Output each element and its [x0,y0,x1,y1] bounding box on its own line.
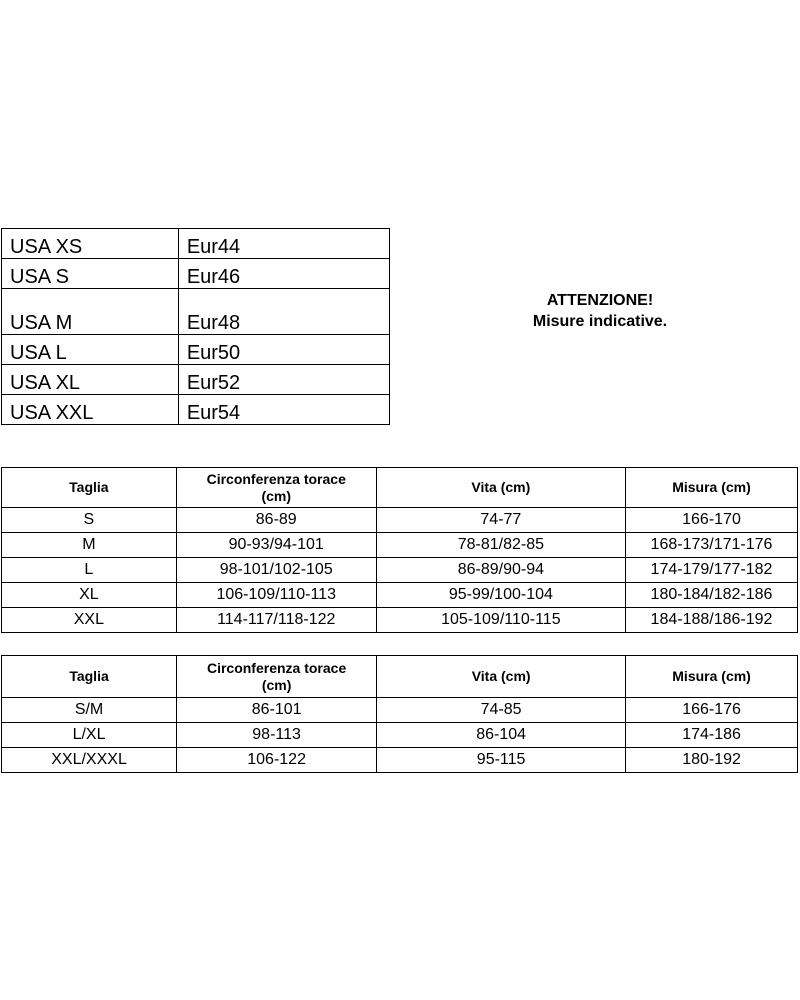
cell-taglia: L/XL [2,723,177,748]
cell-taglia: L [2,558,177,583]
eur-size-cell: Eur52 [178,365,389,395]
cell-torace: 106-109/110-113 [176,583,376,608]
cell-torace: 114-117/118-122 [176,608,376,633]
header-misura: Misura (cm) [626,656,798,698]
usa-size-cell: USA XXL [2,395,179,425]
table-header-row [2,468,798,508]
usa-size-cell: USA M [2,289,179,335]
cell-vita: 95-115 [377,748,626,773]
cell-vita: 95-99/100-104 [376,583,625,608]
table-row [2,558,798,583]
cell-vita: 74-85 [377,698,626,723]
table-row [2,395,390,425]
table-header-row [2,656,798,698]
header-torace-line2: (cm) [261,487,292,504]
table-row [2,229,390,259]
header-vita: Vita (cm) [376,468,625,508]
cell-taglia: S [2,508,177,533]
cell-torace: 98-113 [177,723,377,748]
eur-size-cell: Eur54 [178,395,389,425]
cell-misura: 174-179/177-182 [625,558,797,583]
cell-misura: 184-188/186-192 [625,608,797,633]
table-row [2,259,390,289]
table-row [2,289,390,335]
eur-size-cell: Eur48 [178,289,389,335]
usa-size-cell: USA XL [2,365,179,395]
table-row [2,748,798,773]
cell-torace: 98-101/102-105 [176,558,376,583]
usa-size-cell: USA XS [2,229,179,259]
cell-torace: 86-89 [176,508,376,533]
table-row [2,583,798,608]
size-table-detailed [1,467,798,633]
header-torace-line2: (cm) [261,676,292,693]
cell-torace: 86-101 [177,698,377,723]
usa-eur-conversion-table [1,228,390,425]
header-vita: Vita (cm) [377,656,626,698]
attention-notice [480,290,720,332]
header-torace [176,468,376,508]
cell-misura: 166-170 [625,508,797,533]
header-torace-line1: Circonferenza torace [206,470,346,487]
cell-taglia: XXL [2,608,177,633]
table-row [2,365,390,395]
table-row [2,608,798,633]
cell-vita: 105-109/110-115 [376,608,625,633]
cell-vita: 86-89/90-94 [376,558,625,583]
cell-vita: 74-77 [376,508,625,533]
header-misura: Misura (cm) [625,468,797,508]
table-row [2,723,798,748]
size-table-grouped [1,655,798,773]
cell-misura: 180-184/182-186 [625,583,797,608]
cell-vita: 86-104 [377,723,626,748]
header-torace [177,656,377,698]
cell-taglia: XXL/XXXL [2,748,177,773]
cell-taglia: XL [2,583,177,608]
usa-size-cell: USA L [2,335,179,365]
cell-misura: 166-176 [626,698,798,723]
header-taglia: Taglia [2,468,177,508]
cell-torace: 90-93/94-101 [176,533,376,558]
notice-subtitle: Misure indicative. [532,313,668,330]
cell-taglia: S/M [2,698,177,723]
cell-vita: 78-81/82-85 [376,533,625,558]
table-row [2,508,798,533]
cell-misura: 174-186 [626,723,798,748]
cell-misura: 180-192 [626,748,798,773]
notice-title: ATTENZIONE! [546,292,654,309]
header-taglia: Taglia [2,656,177,698]
cell-taglia: M [2,533,177,558]
usa-size-cell: USA S [2,259,179,289]
table-row [2,335,390,365]
cell-misura: 168-173/171-176 [625,533,797,558]
table-row [2,533,798,558]
header-torace-line1: Circonferenza torace [206,659,347,676]
eur-size-cell: Eur46 [178,259,389,289]
table-row [2,698,798,723]
eur-size-cell: Eur50 [178,335,389,365]
eur-size-cell: Eur44 [178,229,389,259]
cell-torace: 106-122 [177,748,377,773]
